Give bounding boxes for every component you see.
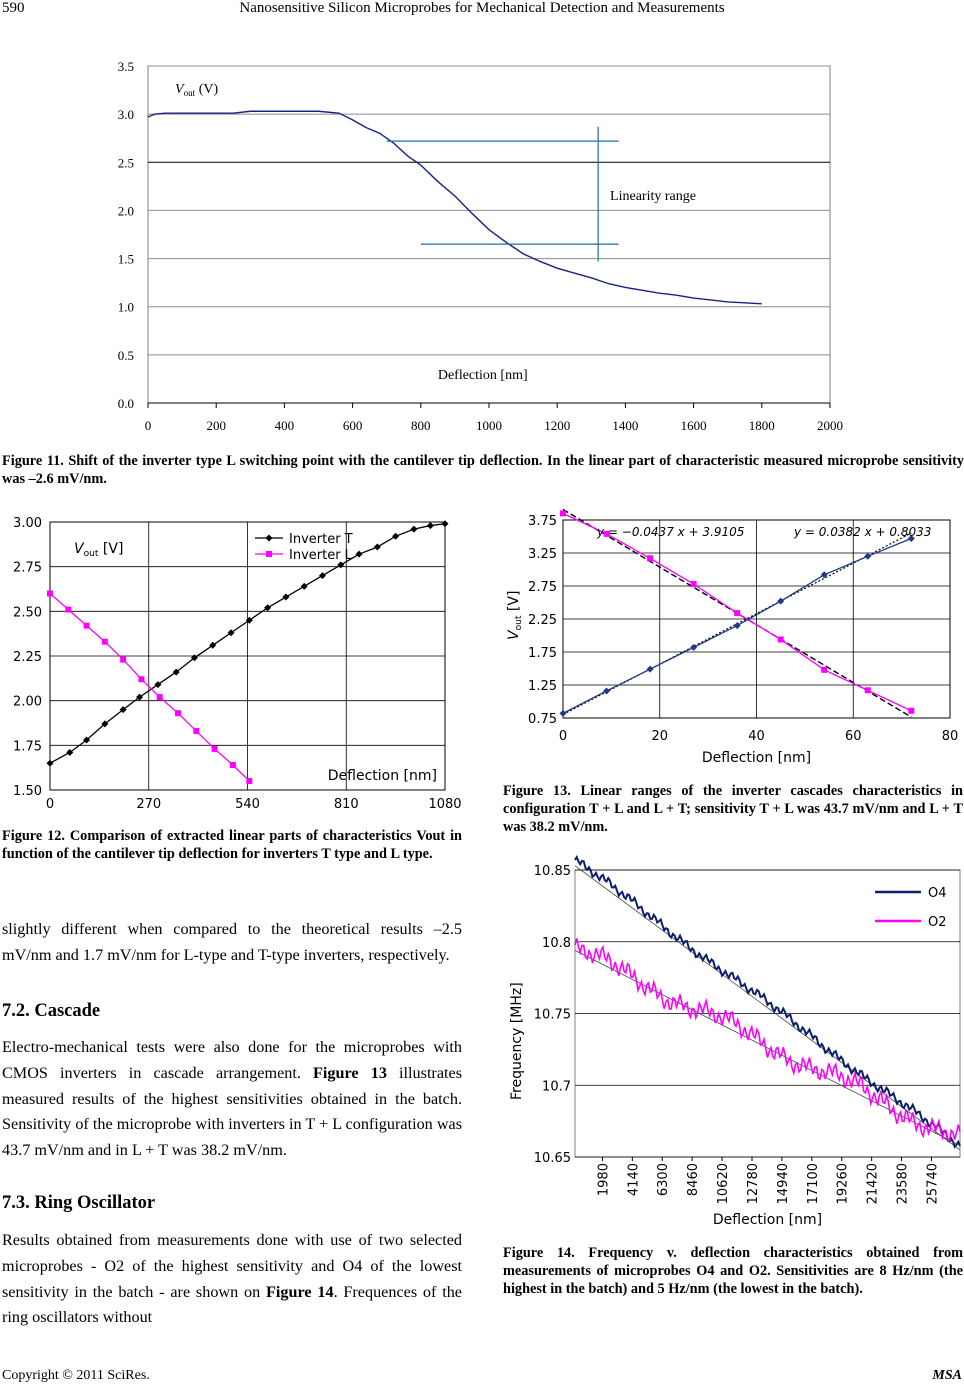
y-tick-label: 0.75	[528, 712, 557, 727]
data-point	[691, 581, 697, 587]
x-tick-label: 60	[844, 729, 862, 744]
data-point	[230, 762, 236, 768]
x-tick-label: 0	[144, 418, 152, 433]
data-point	[157, 694, 163, 700]
data-point	[821, 667, 827, 673]
figure-11-chart	[100, 52, 860, 442]
x-tick-label: 600	[342, 418, 363, 433]
x-tick-label: 810	[333, 797, 359, 812]
y-tick-label: 2.25	[528, 613, 557, 628]
x-axis-label: Deflection [nm]	[327, 768, 437, 784]
figure-11-caption: Figure 11. Shift of the inverter type L switching point with the cantilever tip deflection. In the linear part of characteristic measured microprobe sensitivity was –2.6 mV/nm.	[2, 453, 964, 487]
y-axis-label: $V_{out}$ [V]	[506, 590, 524, 640]
x-tick-label: 19260	[835, 1163, 851, 1205]
data-point	[138, 676, 144, 682]
y-tick-label: 10.8	[542, 935, 571, 951]
x-tick-label: 80	[941, 729, 959, 744]
figure-13-ref[interactable]: Figure 13	[313, 1063, 387, 1082]
x-tick-label: 800	[411, 418, 431, 433]
x-tick-label: 23580	[895, 1163, 911, 1205]
x-tick-label: 270	[136, 797, 162, 812]
y-tick-label: 2.75	[13, 560, 42, 576]
data-point	[120, 657, 126, 663]
y-tick-label: 2.5	[117, 155, 134, 171]
x-tick-label: 2000	[817, 418, 843, 433]
page-number: 590	[2, 0, 25, 16]
x-tick-label: 1600	[680, 418, 707, 433]
y-tick-label: 3.0	[117, 107, 134, 123]
data-point	[778, 636, 784, 642]
data-point	[647, 555, 653, 561]
y-axis-label: $V_{out}$ (V)	[175, 82, 219, 98]
x-tick-label: 1800	[748, 418, 775, 433]
x-axis-label: Deflection [nm]	[437, 368, 528, 384]
paragraph-2: Electro-mechanical tests were also done for the microprobes with CMOS inverters in cascade arrangement. Figure 13 illustrates measured results of the highest sensitivities obtained in the batch. Sensitivity of the microprobe with inverters in T + L configuration was 43.7 mV/nm and in L + T was 38.2 mV/nm.	[2, 1038, 462, 1160]
figure-12-caption: Figure 12. Comparison of extracted linear parts of characteristics Vout in function of the cantilever tip deflection for inverters T type and L type.	[2, 828, 462, 862]
equation-label: y = 0.0382 x + 0.8033	[794, 525, 932, 539]
journal-abbrev: MSA	[932, 1368, 962, 1383]
x-tick-label: 20	[651, 729, 669, 744]
x-tick-label: 10620	[716, 1163, 732, 1205]
x-tick-label: 8460	[686, 1163, 702, 1197]
running-title: Nanosensitive Silicon Microprobes for Mechanical Detection and Measurements	[239, 0, 725, 16]
x-tick-label: 0	[45, 797, 55, 812]
y-tick-label: 1.75	[13, 739, 42, 755]
running-head	[0, 0, 964, 22]
x-tick-label: 14940	[775, 1163, 791, 1205]
data-point	[246, 778, 252, 784]
data-point	[734, 610, 740, 616]
x-tick-label: 12780	[745, 1163, 761, 1205]
y-tick-label: 1.5	[117, 251, 134, 267]
x-axis-label: Deflection [nm]	[701, 750, 812, 766]
y-tick-label: 3.25	[528, 547, 557, 562]
figure-13-caption: Figure 13. Linear ranges of the inverter cascades characteristics in configuration T + L and L + T; sensitivity T + L was 43.7 mV/nm and L + T was 38.2 mV/nm.	[503, 783, 963, 835]
x-tick-label: 1200	[544, 418, 571, 433]
data-point	[102, 639, 108, 645]
y-tick-label: 10.7	[542, 1079, 571, 1095]
legend-label: O4	[928, 886, 947, 901]
figure-14-chart	[505, 865, 964, 1230]
data-point	[908, 708, 914, 714]
figure-12-chart	[0, 508, 462, 820]
figure-14-caption: Figure 14. Frequency v. deflection characteristics obtained from measurements of microprobes O4 and O2. Sensitivities are 8 Hz/nm (the highest in the batch) and 5 Hz/nm (the lowest in the batch).	[503, 1245, 963, 1297]
figure-13-chart	[500, 510, 964, 772]
y-tick-label: 10.75	[533, 1007, 571, 1023]
x-tick-label: 1080	[428, 797, 462, 812]
data-point	[193, 728, 199, 734]
y-tick-label: 2.0	[117, 203, 134, 219]
y-tick-label: 2.50	[13, 605, 42, 621]
x-tick-label: 17100	[805, 1163, 821, 1205]
y-tick-label: 3.00	[13, 516, 42, 531]
data-point	[212, 746, 218, 752]
data-point	[65, 607, 71, 613]
equation-label: y = −0.0437 x + 3.9105	[597, 525, 745, 539]
copyright: Copyright © 2011 SciRes.	[2, 1368, 150, 1383]
x-tick-label: 25740	[925, 1163, 941, 1205]
y-tick-label: 10.85	[533, 864, 571, 879]
legend-label: Inverter T	[289, 532, 353, 547]
y-axis-label: Frequency [MHz]	[509, 982, 525, 1100]
legend-marker	[266, 551, 272, 557]
x-tick-label: 21420	[865, 1163, 881, 1205]
x-tick-label: 6300	[656, 1163, 672, 1197]
data-point	[84, 623, 90, 629]
section-heading-cascade: 7.2. Cascade	[2, 1001, 101, 1021]
legend-label: Inverter L	[289, 548, 352, 563]
plot-area	[148, 66, 830, 403]
section-heading-ring-oscillator: 7.3. Ring Oscillator	[2, 1193, 156, 1213]
linearity-annotation: Linearity range	[610, 188, 696, 204]
figure-14-ref[interactable]: Figure 14	[266, 1282, 334, 1301]
x-tick-label: 4140	[626, 1163, 642, 1197]
paragraph-3: Results obtained from measurements done with use of two selected microprobes - O2 of the highest sensitivity and O4 of the lowest sensitivity in the batch - are shown on Figure 14. Frequences of the ring oscillators without	[2, 1231, 462, 1327]
legend-label: O2	[928, 915, 947, 930]
y-tick-label: 2.25	[13, 650, 42, 665]
y-tick-label: 1.75	[528, 646, 557, 661]
x-tick-label: 540	[235, 797, 260, 812]
y-tick-label: 10.65	[533, 1151, 571, 1166]
paragraph-1: slightly different when compared to the theoretical results –2.5 mV/nm and 1.7 mV/nm for L-type and T-type inverters, respectively.	[2, 920, 462, 964]
data-point	[175, 710, 181, 716]
x-tick-label: 400	[274, 418, 295, 433]
y-tick-label: 2.75	[528, 580, 557, 595]
x-tick-label: 1980	[596, 1163, 612, 1197]
y-tick-label: 1.0	[117, 299, 134, 315]
y-tick-label: 1.25	[528, 679, 557, 694]
y-tick-label: 0.0	[117, 396, 134, 411]
x-tick-label: 1400	[612, 418, 639, 433]
data-point	[47, 590, 53, 596]
x-tick-label: 40	[748, 729, 765, 744]
y-axis-label: $V_{out}$ [V]	[74, 541, 124, 559]
data-point	[865, 687, 871, 693]
y-tick-label: 0.5	[117, 347, 134, 363]
x-tick-label: 0	[558, 729, 568, 744]
y-tick-label: 2.00	[13, 694, 42, 710]
data-point	[560, 510, 566, 516]
y-tick-label: 3.75	[528, 514, 557, 529]
y-tick-label: 3.5	[117, 59, 134, 74]
x-tick-label: 1000	[476, 418, 502, 433]
x-tick-label: 200	[206, 418, 226, 433]
x-axis-label: Deflection [nm]	[712, 1212, 823, 1228]
y-tick-label: 1.50	[13, 784, 42, 799]
